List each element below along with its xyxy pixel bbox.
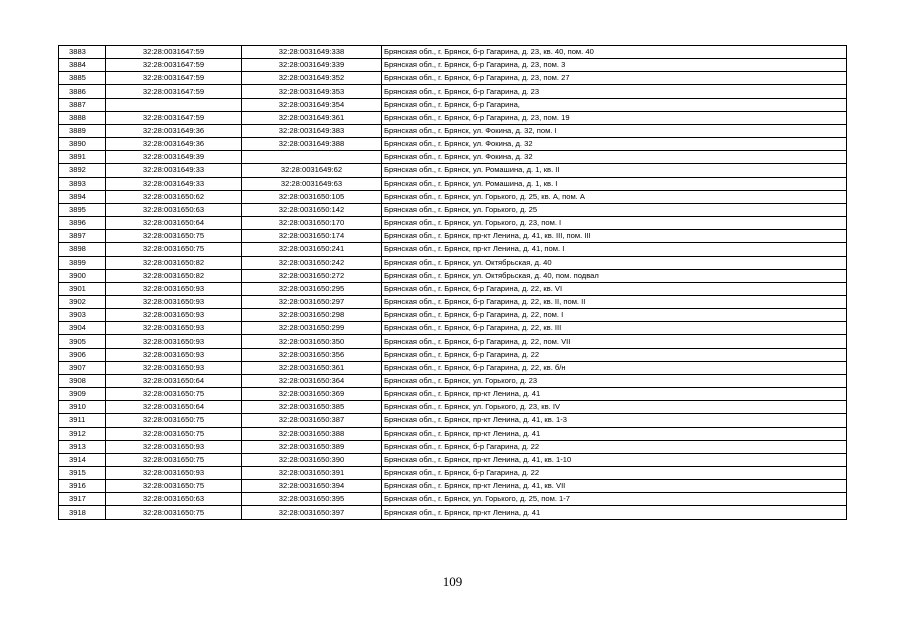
table-row (59, 348, 847, 361)
address-cell: Брянская обл., г. Брянск, б-р Гагарина, д. 22, кв. б/н (382, 361, 847, 374)
row-number-cell: 3903 (59, 309, 106, 322)
cadastral-number-a-cell: 32:28:0031647:59 (106, 59, 242, 72)
address-cell: Брянская обл., г. Брянск, б-р Гагарина, д. 22, пом. I (382, 309, 847, 322)
cadastral-number-a-cell: 32:28:0031649:36 (106, 124, 242, 137)
cadastral-number-b-cell: 32:28:0031650:397 (242, 506, 382, 519)
cadastral-number-a-cell: 32:28:0031649:39 (106, 151, 242, 164)
cadastral-number-b-cell: 32:28:0031650:241 (242, 243, 382, 256)
cadastral-number-a-cell: 32:28:0031647:59 (106, 85, 242, 98)
row-number-cell: 3895 (59, 203, 106, 216)
cadastral-number-a-cell: 32:28:0031650:75 (106, 388, 242, 401)
cadastral-number-a-cell: 32:28:0031650:63 (106, 203, 242, 216)
row-number-cell: 3890 (59, 138, 106, 151)
cadastral-number-a-cell: 32:28:0031650:75 (106, 480, 242, 493)
row-number-cell: 3891 (59, 151, 106, 164)
table-row (59, 217, 847, 230)
row-number-cell: 3901 (59, 282, 106, 295)
cadastral-number-b-cell: 32:28:0031650:142 (242, 203, 382, 216)
cadastral-number-b-cell: 32:28:0031649:383 (242, 124, 382, 137)
table-row (59, 506, 847, 519)
cadastral-number-a-cell: 32:28:0031650:93 (106, 295, 242, 308)
cadastral-number-a-cell: 32:28:0031650:93 (106, 440, 242, 453)
row-number-cell: 3888 (59, 111, 106, 124)
table-row (59, 282, 847, 295)
table-row (59, 256, 847, 269)
table-row (59, 243, 847, 256)
cadastral-number-b-cell: 32:28:0031650:356 (242, 348, 382, 361)
cadastral-number-b-cell: 32:28:0031649:63 (242, 177, 382, 190)
cadastral-number-b-cell: 32:28:0031650:350 (242, 335, 382, 348)
address-cell: Брянская обл., г. Брянск, б-р Гагарина, д. 23 (382, 85, 847, 98)
row-number-cell: 3917 (59, 493, 106, 506)
cadastral-number-a-cell: 32:28:0031650:93 (106, 335, 242, 348)
page-number: 109 (442, 574, 463, 589)
table-row (59, 453, 847, 466)
cadastral-number-a-cell: 32:28:0031650:75 (106, 453, 242, 466)
address-cell: Брянская обл., г. Брянск, ул. Горького, д. 23, кв. IV (382, 401, 847, 414)
cadastral-number-a-cell: 32:28:0031650:82 (106, 269, 242, 282)
address-cell: Брянская обл., г. Брянск, пр-кт Ленина, д. 41 (382, 427, 847, 440)
table-row (59, 493, 847, 506)
cadastral-number-a-cell: 32:28:0031647:59 (106, 111, 242, 124)
table-row (59, 111, 847, 124)
cadastral-number-b-cell: 32:28:0031650:295 (242, 282, 382, 295)
row-number-cell: 3911 (59, 414, 106, 427)
table-row (59, 440, 847, 453)
cadastral-number-b-cell: 32:28:0031649:339 (242, 59, 382, 72)
address-cell: Брянская обл., г. Брянск, ул. Фокина, д. 32, пом. I (382, 124, 847, 137)
row-number-cell: 3913 (59, 440, 106, 453)
cadastral-number-a-cell: 32:28:0031650:75 (106, 506, 242, 519)
cadastral-number-b-cell: 32:28:0031650:369 (242, 388, 382, 401)
cadastral-number-b-cell: 32:28:0031650:395 (242, 493, 382, 506)
address-cell: Брянская обл., г. Брянск, ул. Фокина, д. 32 (382, 151, 847, 164)
cadastral-number-a-cell: 32:28:0031650:93 (106, 361, 242, 374)
cadastral-number-a-cell: 32:28:0031650:62 (106, 190, 242, 203)
row-number-cell: 3897 (59, 230, 106, 243)
cadastral-number-b-cell: 32:28:0031649:361 (242, 111, 382, 124)
cadastral-number-b-cell: 32:28:0031649:353 (242, 85, 382, 98)
cadastral-table (58, 45, 847, 520)
address-cell: Брянская обл., г. Брянск, пр-кт Ленина, д. 41 (382, 388, 847, 401)
table-row (59, 309, 847, 322)
cadastral-number-a-cell: 32:28:0031650:75 (106, 414, 242, 427)
cadastral-number-b-cell: 32:28:0031649:352 (242, 72, 382, 85)
address-cell: Брянская обл., г. Брянск, б-р Гагарина, д. 22 (382, 440, 847, 453)
row-number-cell: 3900 (59, 269, 106, 282)
cadastral-number-a-cell: 32:28:0031650:75 (106, 243, 242, 256)
cadastral-number-b-cell: 32:28:0031649:62 (242, 164, 382, 177)
address-cell: Брянская обл., г. Брянск, ул. Горького, д. 23, пом. I (382, 217, 847, 230)
address-cell: Брянская обл., г. Брянск, пр-кт Ленина, д. 41 (382, 506, 847, 519)
address-cell: Брянская обл., г. Брянск, ул. Горького, д. 23 (382, 374, 847, 387)
row-number-cell: 3893 (59, 177, 106, 190)
cadastral-number-b-cell: 32:28:0031649:388 (242, 138, 382, 151)
table-row (59, 401, 847, 414)
cadastral-number-b-cell: 32:28:0031650:361 (242, 361, 382, 374)
table-row (59, 151, 847, 164)
cadastral-number-a-cell: 32:28:0031650:93 (106, 322, 242, 335)
table-row (59, 388, 847, 401)
address-cell: Брянская обл., г. Брянск, б-р Гагарина, (382, 98, 847, 111)
table-row (59, 414, 847, 427)
cadastral-number-b-cell: 32:28:0031650:364 (242, 374, 382, 387)
table-row (59, 124, 847, 137)
cadastral-number-b-cell: 32:28:0031650:390 (242, 453, 382, 466)
cadastral-number-b-cell: 32:28:0031649:338 (242, 46, 382, 59)
cadastral-number-b-cell: 32:28:0031650:387 (242, 414, 382, 427)
cadastral-number-b-cell: 32:28:0031650:170 (242, 217, 382, 230)
address-cell: Брянская обл., г. Брянск, б-р Гагарина, д. 22 (382, 467, 847, 480)
cadastral-number-a-cell: 32:28:0031650:93 (106, 282, 242, 295)
address-cell: Брянская обл., г. Брянск, ул. Октябрьская, д. 40 (382, 256, 847, 269)
row-number-cell: 3884 (59, 59, 106, 72)
cadastral-number-b-cell: 32:28:0031650:242 (242, 256, 382, 269)
address-cell: Брянская обл., г. Брянск, пр-кт Ленина, д. 41, кв. 1-10 (382, 453, 847, 466)
cadastral-number-a-cell: 32:28:0031649:33 (106, 164, 242, 177)
address-cell: Брянская обл., г. Брянск, б-р Гагарина, д. 22, кв. II, пом. II (382, 295, 847, 308)
address-cell: Брянская обл., г. Брянск, ул. Октябрьская, д. 40, пом. подвал (382, 269, 847, 282)
cadastral-number-b-cell: 32:28:0031650:391 (242, 467, 382, 480)
address-cell: Брянская обл., г. Брянск, ул. Горького, д. 25, пом. 1-7 (382, 493, 847, 506)
cadastral-number-b-cell: 32:28:0031650:389 (242, 440, 382, 453)
table-row (59, 72, 847, 85)
row-number-cell: 3918 (59, 506, 106, 519)
cadastral-number-b-cell: 32:28:0031650:394 (242, 480, 382, 493)
cadastral-number-a-cell: 32:28:0031650:64 (106, 401, 242, 414)
row-number-cell: 3902 (59, 295, 106, 308)
cadastral-number-a-cell: 32:28:0031650:75 (106, 230, 242, 243)
table-row (59, 177, 847, 190)
table-row (59, 374, 847, 387)
row-number-cell: 3916 (59, 480, 106, 493)
cadastral-number-b-cell: 32:28:0031650:298 (242, 309, 382, 322)
table-row (59, 203, 847, 216)
table-row (59, 467, 847, 480)
table-row (59, 230, 847, 243)
address-cell: Брянская обл., г. Брянск, б-р Гагарина, д. 22, кв. VI (382, 282, 847, 295)
row-number-cell: 3899 (59, 256, 106, 269)
address-cell: Брянская обл., г. Брянск, б-р Гагарина, д. 22 (382, 348, 847, 361)
cadastral-number-b-cell: 32:28:0031649:354 (242, 98, 382, 111)
address-cell: Брянская обл., г. Брянск, пр-кт Ленина, д. 41, кв. III, пом. III (382, 230, 847, 243)
cadastral-number-a-cell: 32:28:0031647:59 (106, 46, 242, 59)
row-number-cell: 3898 (59, 243, 106, 256)
row-number-cell: 3906 (59, 348, 106, 361)
cadastral-number-b-cell (242, 151, 382, 164)
cadastral-number-a-cell: 32:28:0031649:36 (106, 138, 242, 151)
row-number-cell: 3896 (59, 217, 106, 230)
table-row (59, 322, 847, 335)
address-cell: Брянская обл., г. Брянск, пр-кт Ленина, д. 41, кв. 1-3 (382, 414, 847, 427)
row-number-cell: 3894 (59, 190, 106, 203)
table-row (59, 361, 847, 374)
cadastral-number-a-cell: 32:28:0031650:75 (106, 427, 242, 440)
address-cell: Брянская обл., г. Брянск, ул. Ромашина, д. 1, кв. I (382, 177, 847, 190)
cadastral-number-a-cell: 32:28:0031650:93 (106, 309, 242, 322)
cadastral-number-b-cell: 32:28:0031650:385 (242, 401, 382, 414)
cadastral-number-b-cell: 32:28:0031650:388 (242, 427, 382, 440)
table-row (59, 480, 847, 493)
cadastral-number-b-cell: 32:28:0031650:299 (242, 322, 382, 335)
address-cell: Брянская обл., г. Брянск, пр-кт Ленина, д. 41, кв. VII (382, 480, 847, 493)
cadastral-number-a-cell: 32:28:0031649:33 (106, 177, 242, 190)
cadastral-number-a-cell: 32:28:0031650:63 (106, 493, 242, 506)
table-row (59, 98, 847, 111)
cadastral-number-a-cell: 32:28:0031650:82 (106, 256, 242, 269)
row-number-cell: 3908 (59, 374, 106, 387)
address-cell: Брянская обл., г. Брянск, б-р Гагарина, д. 22, пом. VII (382, 335, 847, 348)
table-row (59, 164, 847, 177)
table-row (59, 85, 847, 98)
row-number-cell: 3892 (59, 164, 106, 177)
address-cell: Брянская обл., г. Брянск, ул. Ромашина, д. 1, кв. II (382, 164, 847, 177)
table-row (59, 46, 847, 59)
cadastral-number-b-cell: 32:28:0031650:105 (242, 190, 382, 203)
table-row (59, 335, 847, 348)
row-number-cell: 3885 (59, 72, 106, 85)
cadastral-number-a-cell (106, 98, 242, 111)
cadastral-number-a-cell: 32:28:0031650:64 (106, 374, 242, 387)
row-number-cell: 3905 (59, 335, 106, 348)
row-number-cell: 3910 (59, 401, 106, 414)
table-row (59, 59, 847, 72)
cadastral-number-a-cell: 32:28:0031647:59 (106, 72, 242, 85)
row-number-cell: 3912 (59, 427, 106, 440)
row-number-cell: 3907 (59, 361, 106, 374)
address-cell: Брянская обл., г. Брянск, пр-кт Ленина, д. 41, пом. I (382, 243, 847, 256)
row-number-cell: 3883 (59, 46, 106, 59)
cadastral-number-a-cell: 32:28:0031650:93 (106, 467, 242, 480)
table-row (59, 138, 847, 151)
table-body (59, 46, 847, 520)
table-row (59, 427, 847, 440)
address-cell: Брянская обл., г. Брянск, б-р Гагарина, д. 23, пом. 3 (382, 59, 847, 72)
address-cell: Брянская обл., г. Брянск, ул. Фокина, д. 32 (382, 138, 847, 151)
address-cell: Брянская обл., г. Брянск, б-р Гагарина, д. 23, пом. 19 (382, 111, 847, 124)
row-number-cell: 3886 (59, 85, 106, 98)
row-number-cell: 3887 (59, 98, 106, 111)
row-number-cell: 3909 (59, 388, 106, 401)
table-row (59, 295, 847, 308)
address-cell: Брянская обл., г. Брянск, ул. Горького, д. 25 (382, 203, 847, 216)
row-number-cell: 3889 (59, 124, 106, 137)
cadastral-number-b-cell: 32:28:0031650:272 (242, 269, 382, 282)
cadastral-number-b-cell: 32:28:0031650:297 (242, 295, 382, 308)
cadastral-number-b-cell: 32:28:0031650:174 (242, 230, 382, 243)
address-cell: Брянская обл., г. Брянск, б-р Гагарина, д. 23, кв. 40, пом. 40 (382, 46, 847, 59)
table-row (59, 190, 847, 203)
table-row (59, 269, 847, 282)
address-cell: Брянская обл., г. Брянск, ул. Горького, д. 25, кв. А, пом. А (382, 190, 847, 203)
cadastral-number-a-cell: 32:28:0031650:64 (106, 217, 242, 230)
row-number-cell: 3914 (59, 453, 106, 466)
row-number-cell: 3915 (59, 467, 106, 480)
cadastral-number-a-cell: 32:28:0031650:93 (106, 348, 242, 361)
address-cell: Брянская обл., г. Брянск, б-р Гагарина, д. 23, пом. 27 (382, 72, 847, 85)
address-cell: Брянская обл., г. Брянск, б-р Гагарина, д. 22, кв. III (382, 322, 847, 335)
row-number-cell: 3904 (59, 322, 106, 335)
